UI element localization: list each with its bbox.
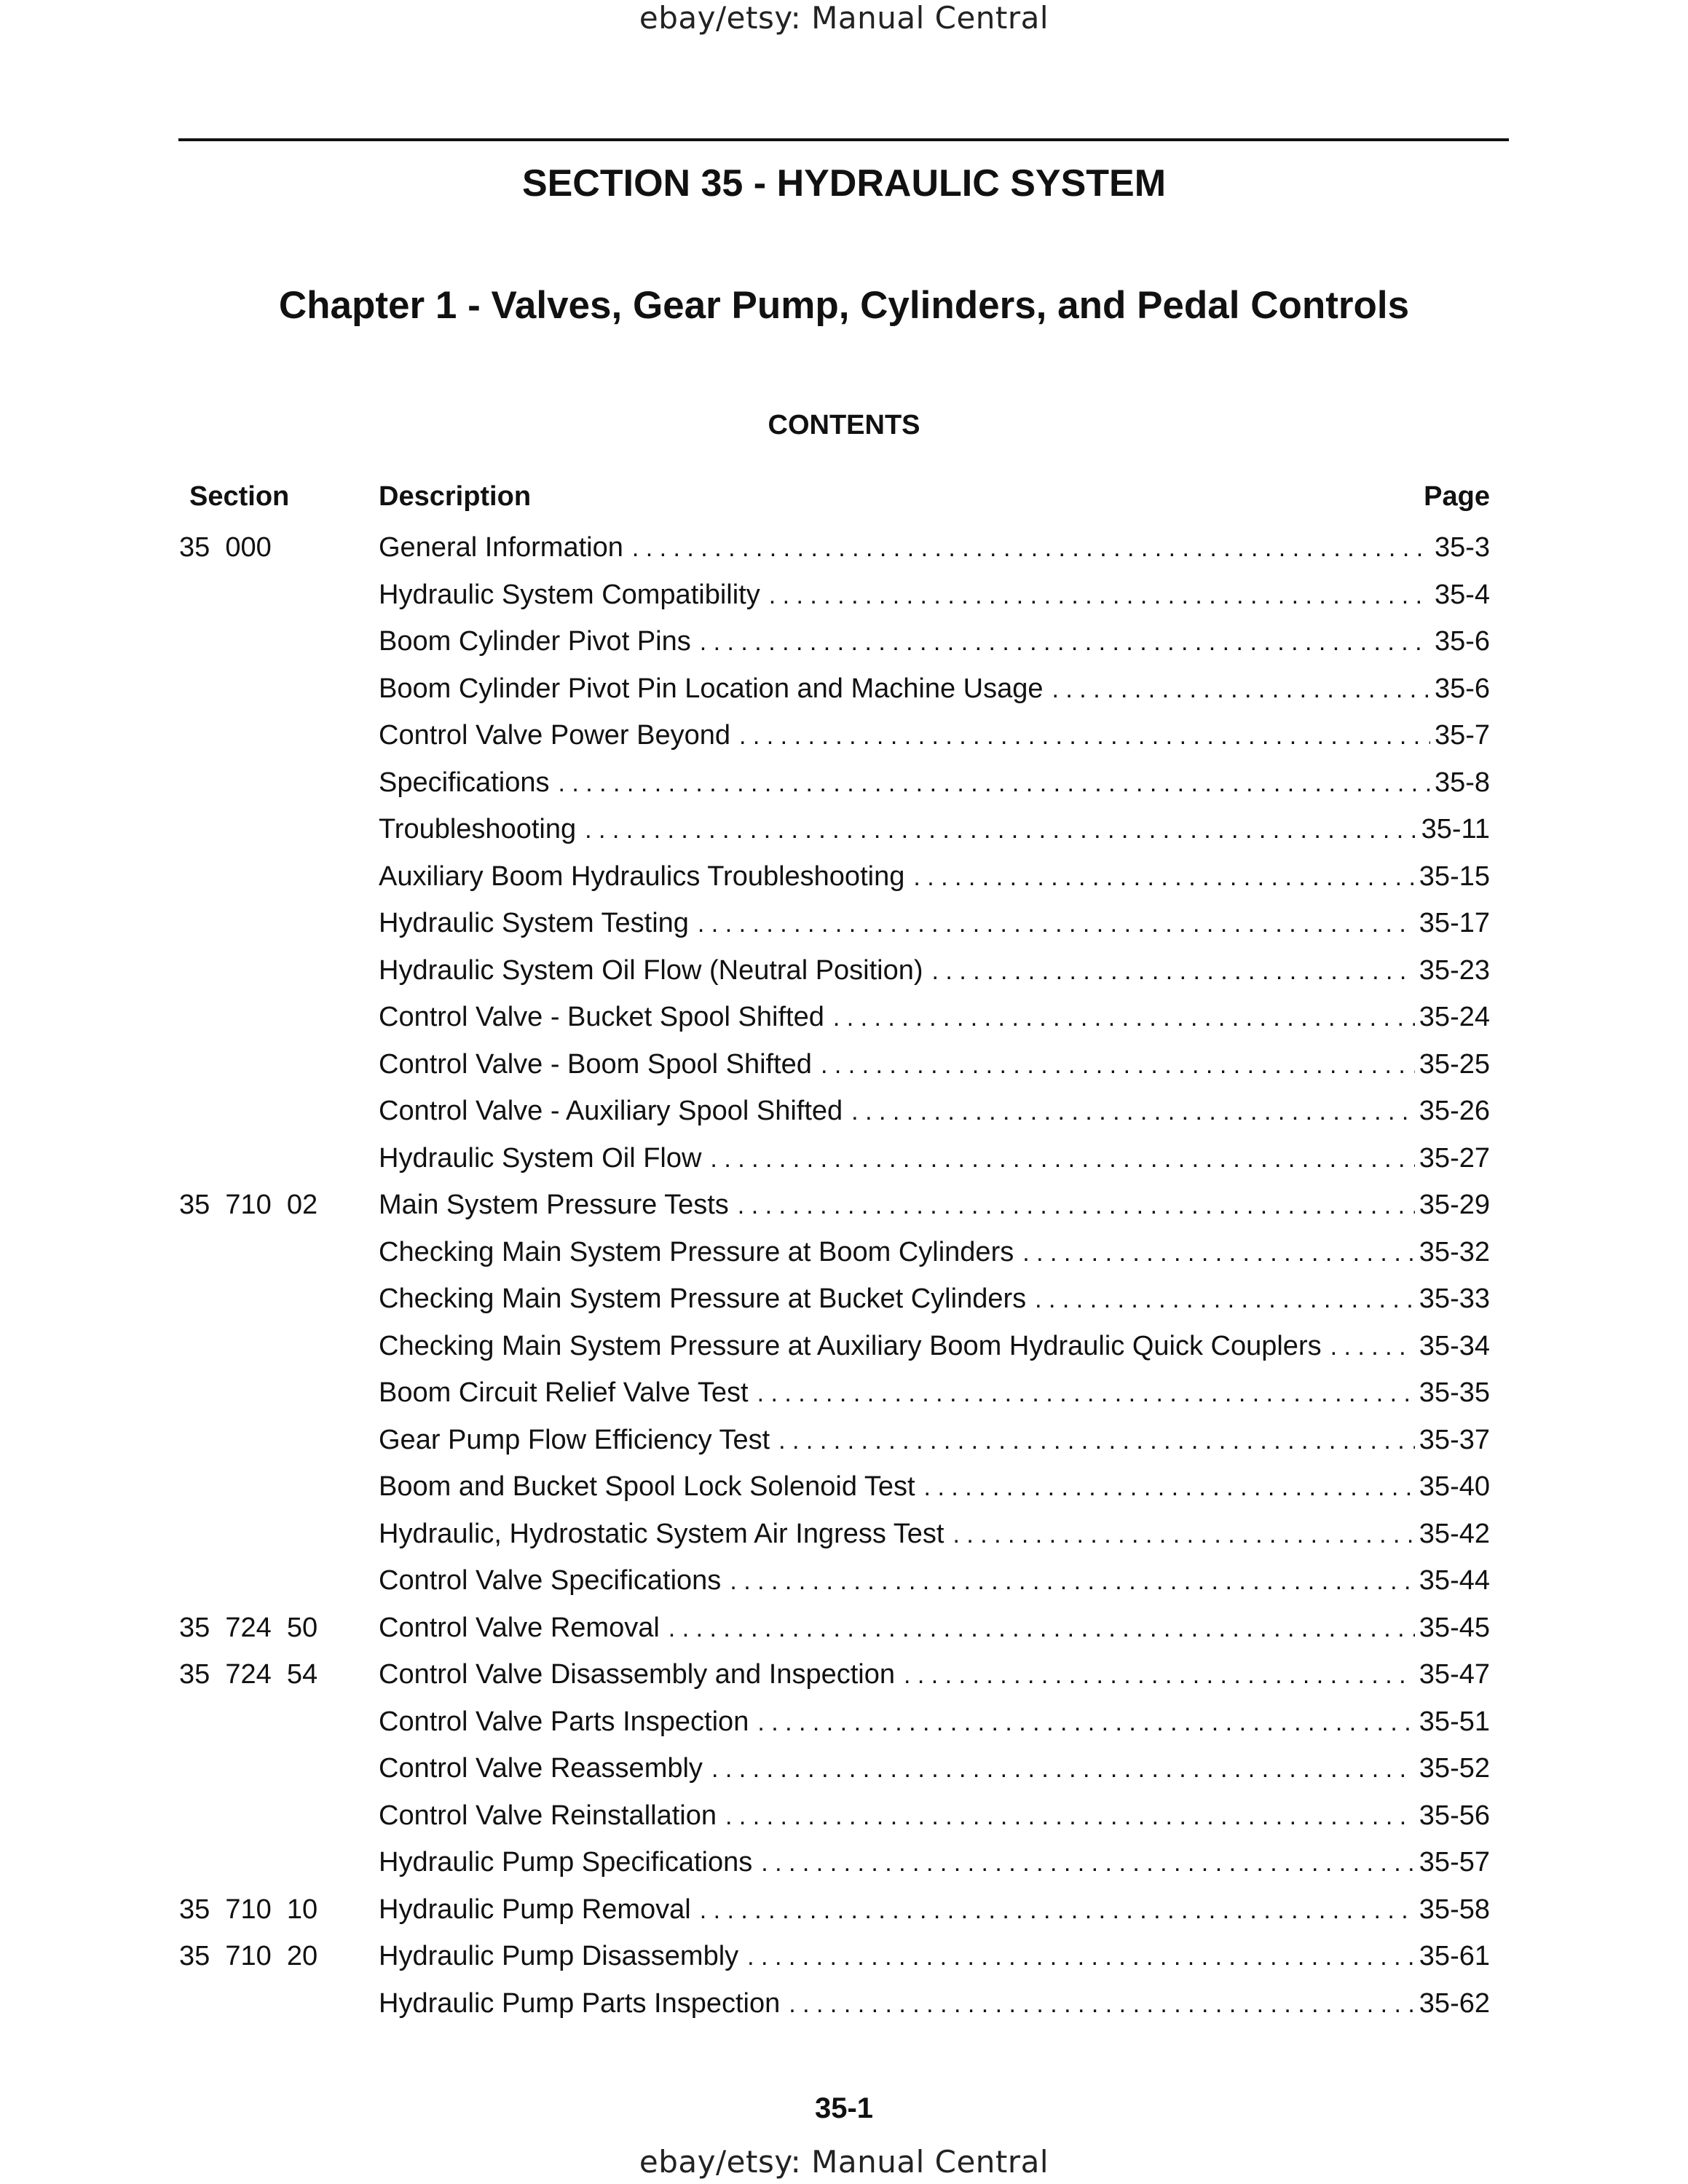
watermark-top: ebay/etsy: Manual Central xyxy=(639,0,1049,36)
header-rule xyxy=(178,138,1509,141)
table-of-contents xyxy=(0,524,1688,2027)
dot-leader xyxy=(711,1746,1415,1793)
chapter-title: Chapter 1 - Valves, Gear Pump, Cylinders, and Pedal Controls xyxy=(278,284,1410,327)
toc-page-number: 35-33 xyxy=(1419,1283,1490,1314)
toc-section-code: 35 710 02 xyxy=(179,1190,318,1220)
toc-description: Hydraulic System Testing xyxy=(379,908,689,938)
toc-entry xyxy=(379,1839,1490,1887)
toc-entry xyxy=(379,1041,1490,1089)
toc-row xyxy=(0,947,1688,994)
toc-description: Checking Main System Pressure at Boom Cylinders xyxy=(379,1236,1014,1267)
toc-entry xyxy=(379,618,1490,666)
toc-section-code: 35 724 54 xyxy=(179,1659,318,1690)
toc-description: Control Valve Disassembly and Inspection xyxy=(379,1659,895,1690)
toc-entry xyxy=(379,665,1490,713)
dot-leader xyxy=(761,1840,1415,1887)
toc-entry xyxy=(379,712,1490,760)
toc-row xyxy=(0,524,1688,571)
toc-description: Control Valve Reinstallation xyxy=(379,1800,717,1831)
toc-page-number: 35-11 xyxy=(1421,814,1490,844)
toc-description: Boom Cylinder Pivot Pin Location and Machine Usage xyxy=(379,673,1044,704)
toc-page-number: 35-32 xyxy=(1419,1236,1490,1267)
dot-leader xyxy=(700,1887,1415,1934)
toc-page-number: 35-51 xyxy=(1419,1706,1490,1737)
toc-page-number: 35-3 xyxy=(1434,532,1490,563)
toc-page-number: 35-47 xyxy=(1419,1659,1490,1690)
toc-description: Hydraulic System Oil Flow xyxy=(379,1142,702,1174)
toc-page-number: 35-44 xyxy=(1419,1565,1490,1596)
toc-section-code: 35 710 20 xyxy=(179,1941,318,1971)
toc-description: Control Valve Removal xyxy=(379,1612,660,1643)
toc-row xyxy=(0,1229,1688,1276)
toc-entry xyxy=(379,1698,1490,1746)
toc-page-number: 35-27 xyxy=(1419,1142,1490,1174)
toc-row xyxy=(0,1839,1688,1886)
toc-row xyxy=(0,1463,1688,1511)
toc-entry xyxy=(379,1275,1490,1324)
toc-description: Checking Main System Pressure at Bucket Cylinders xyxy=(379,1283,1027,1314)
toc-description: Hydraulic, Hydrostatic System Air Ingress Test xyxy=(379,1518,944,1549)
dot-leader xyxy=(1035,1276,1415,1324)
toc-entry xyxy=(379,1417,1490,1465)
toc-description: Control Valve - Bucket Spool Shifted xyxy=(379,1002,824,1032)
dot-leader xyxy=(632,525,1430,572)
dot-leader xyxy=(710,1136,1414,1183)
toc-row xyxy=(0,1557,1688,1605)
dot-leader xyxy=(821,1042,1415,1089)
toc-page-number: 35-23 xyxy=(1419,954,1490,986)
toc-row xyxy=(0,1182,1688,1229)
toc-page-number: 35-4 xyxy=(1434,579,1490,610)
toc-section-code: 35 000 xyxy=(179,532,272,563)
toc-entry xyxy=(379,1511,1490,1559)
contents-heading: CONTENTS xyxy=(768,410,920,440)
toc-row xyxy=(0,1323,1688,1370)
dot-leader xyxy=(913,854,1414,901)
column-header-page: Page xyxy=(1424,481,1490,512)
toc-row xyxy=(0,1088,1688,1135)
dot-leader xyxy=(558,760,1429,807)
dot-leader xyxy=(1052,666,1430,713)
toc-description: Boom Circuit Relief Valve Test xyxy=(379,1377,749,1408)
toc-description: Hydraulic Pump Specifications xyxy=(379,1847,753,1878)
toc-entry xyxy=(379,1886,1490,1934)
toc-page-number: 35-57 xyxy=(1419,1847,1490,1878)
toc-row xyxy=(0,665,1688,713)
dot-leader xyxy=(669,1605,1415,1653)
toc-row xyxy=(0,759,1688,807)
toc-description: Main System Pressure Tests xyxy=(379,1190,729,1220)
toc-entry xyxy=(379,1369,1490,1417)
toc-description: Control Valve Power Beyond xyxy=(379,720,730,751)
toc-page-number: 35-29 xyxy=(1419,1190,1490,1220)
toc-description: Control Valve Parts Inspection xyxy=(379,1706,749,1737)
page-number: 35-1 xyxy=(814,2092,874,2124)
toc-entry xyxy=(379,1229,1490,1277)
toc-page-number: 35-6 xyxy=(1434,626,1490,657)
toc-row xyxy=(0,712,1688,759)
toc-row xyxy=(0,1933,1688,1980)
toc-entry xyxy=(379,900,1490,948)
toc-entry xyxy=(379,1792,1490,1840)
toc-page-number: 35-56 xyxy=(1419,1800,1490,1831)
toc-description: Hydraulic System Compatibility xyxy=(379,579,760,610)
toc-entry xyxy=(379,1933,1490,1981)
dot-leader xyxy=(698,901,1415,948)
toc-page-number: 35-37 xyxy=(1419,1424,1490,1455)
column-header-section: Section xyxy=(189,481,290,512)
toc-page-number: 35-45 xyxy=(1419,1612,1490,1643)
toc-description: Gear Pump Flow Efficiency Test xyxy=(379,1424,770,1455)
dot-leader xyxy=(904,1652,1415,1699)
dot-leader xyxy=(700,619,1430,666)
toc-row xyxy=(0,1651,1688,1698)
toc-row xyxy=(0,1135,1688,1182)
toc-description: Hydraulic Pump Parts Inspection xyxy=(379,1987,781,2019)
toc-page-number: 35-35 xyxy=(1419,1377,1490,1408)
dot-leader xyxy=(757,1370,1415,1417)
toc-entry xyxy=(379,1605,1490,1653)
toc-row xyxy=(0,1417,1688,1464)
dot-leader xyxy=(738,1182,1415,1230)
toc-page-number: 35-61 xyxy=(1419,1941,1490,1971)
column-header-description: Description xyxy=(379,481,532,512)
toc-entry xyxy=(379,1557,1490,1605)
toc-description: Boom and Bucket Spool Lock Solenoid Test xyxy=(379,1471,915,1502)
toc-entry xyxy=(379,759,1490,807)
toc-row xyxy=(0,1041,1688,1088)
toc-page-number: 35-15 xyxy=(1419,860,1490,892)
toc-description: Specifications xyxy=(379,767,550,798)
toc-description: Hydraulic Pump Disassembly xyxy=(379,1941,739,1971)
toc-page-number: 35-8 xyxy=(1434,767,1490,798)
dot-leader xyxy=(833,994,1415,1042)
toc-description: Control Valve - Auxiliary Spool Shifted xyxy=(379,1096,843,1126)
watermark-bottom: ebay/etsy: Manual Central xyxy=(639,2144,1049,2180)
dot-leader xyxy=(778,1417,1415,1465)
toc-entry xyxy=(379,853,1490,901)
toc-entry xyxy=(379,524,1490,572)
dot-leader xyxy=(932,948,1415,995)
toc-entry xyxy=(379,1135,1490,1183)
toc-description: Control Valve - Boom Spool Shifted xyxy=(379,1048,812,1080)
toc-row xyxy=(0,853,1688,901)
toc-row xyxy=(0,1275,1688,1323)
toc-entry xyxy=(379,1745,1490,1793)
toc-page-number: 35-62 xyxy=(1419,1987,1490,2019)
toc-row xyxy=(0,1745,1688,1792)
toc-section-code: 35 724 50 xyxy=(179,1612,318,1643)
toc-entry xyxy=(379,806,1490,854)
toc-row xyxy=(0,1605,1688,1652)
dot-leader xyxy=(739,713,1430,760)
toc-page-number: 35-26 xyxy=(1419,1096,1490,1126)
toc-row xyxy=(0,994,1688,1041)
toc-entry xyxy=(379,1323,1490,1371)
toc-page-number: 35-42 xyxy=(1419,1518,1490,1549)
dot-leader xyxy=(924,1464,1415,1511)
toc-row xyxy=(0,1698,1688,1746)
toc-description: Auxiliary Boom Hydraulics Troubleshooting xyxy=(379,860,905,892)
toc-description: Hydraulic Pump Removal xyxy=(379,1894,691,1925)
toc-description: General Information xyxy=(379,532,623,563)
toc-entry xyxy=(379,1651,1490,1699)
toc-entry xyxy=(379,947,1490,995)
toc-page-number: 35-6 xyxy=(1434,673,1490,704)
dot-leader xyxy=(585,807,1417,854)
dot-leader xyxy=(953,1511,1414,1559)
toc-row xyxy=(0,900,1688,947)
dot-leader xyxy=(730,1558,1414,1605)
toc-page-number: 35-25 xyxy=(1419,1048,1490,1080)
toc-description: Hydraulic System Oil Flow (Neutral Position) xyxy=(379,954,923,986)
toc-entry xyxy=(379,571,1490,620)
dot-leader xyxy=(747,1934,1415,1981)
toc-row xyxy=(0,806,1688,853)
toc-row xyxy=(0,1886,1688,1934)
toc-description: Checking Main System Pressure at Auxiliary Boom Hydraulic Quick Couplers xyxy=(379,1330,1322,1361)
toc-row xyxy=(0,618,1688,665)
dot-leader xyxy=(1022,1230,1415,1277)
toc-page-number: 35-58 xyxy=(1419,1894,1490,1925)
dot-leader xyxy=(725,1793,1415,1840)
toc-entry xyxy=(379,1182,1490,1230)
toc-row xyxy=(0,1980,1688,2027)
dot-leader xyxy=(1330,1324,1415,1371)
toc-entry xyxy=(379,1463,1490,1511)
toc-description: Troubleshooting xyxy=(379,814,577,844)
toc-entry xyxy=(379,1980,1490,2028)
toc-description: Control Valve Specifications xyxy=(379,1565,722,1596)
toc-row xyxy=(0,1369,1688,1417)
toc-description: Control Valve Reassembly xyxy=(379,1753,703,1784)
toc-description: Boom Cylinder Pivot Pins xyxy=(379,626,691,657)
toc-page-number: 35-52 xyxy=(1419,1753,1490,1784)
toc-page-number: 35-17 xyxy=(1419,908,1490,938)
toc-row xyxy=(0,1792,1688,1840)
toc-row xyxy=(0,1511,1688,1558)
toc-page-number: 35-34 xyxy=(1419,1330,1490,1361)
toc-page-number: 35-7 xyxy=(1434,720,1490,751)
toc-entry xyxy=(379,1088,1490,1136)
toc-section-code: 35 710 10 xyxy=(179,1894,318,1925)
dot-leader xyxy=(757,1699,1414,1746)
toc-page-number: 35-40 xyxy=(1419,1471,1490,1502)
toc-row xyxy=(0,571,1688,619)
toc-entry xyxy=(379,994,1490,1042)
section-title: SECTION 35 - HYDRAULIC SYSTEM xyxy=(521,162,1167,205)
dot-leader xyxy=(851,1088,1415,1136)
dot-leader xyxy=(769,572,1430,620)
dot-leader xyxy=(789,1981,1415,2028)
toc-page-number: 35-24 xyxy=(1419,1002,1490,1032)
